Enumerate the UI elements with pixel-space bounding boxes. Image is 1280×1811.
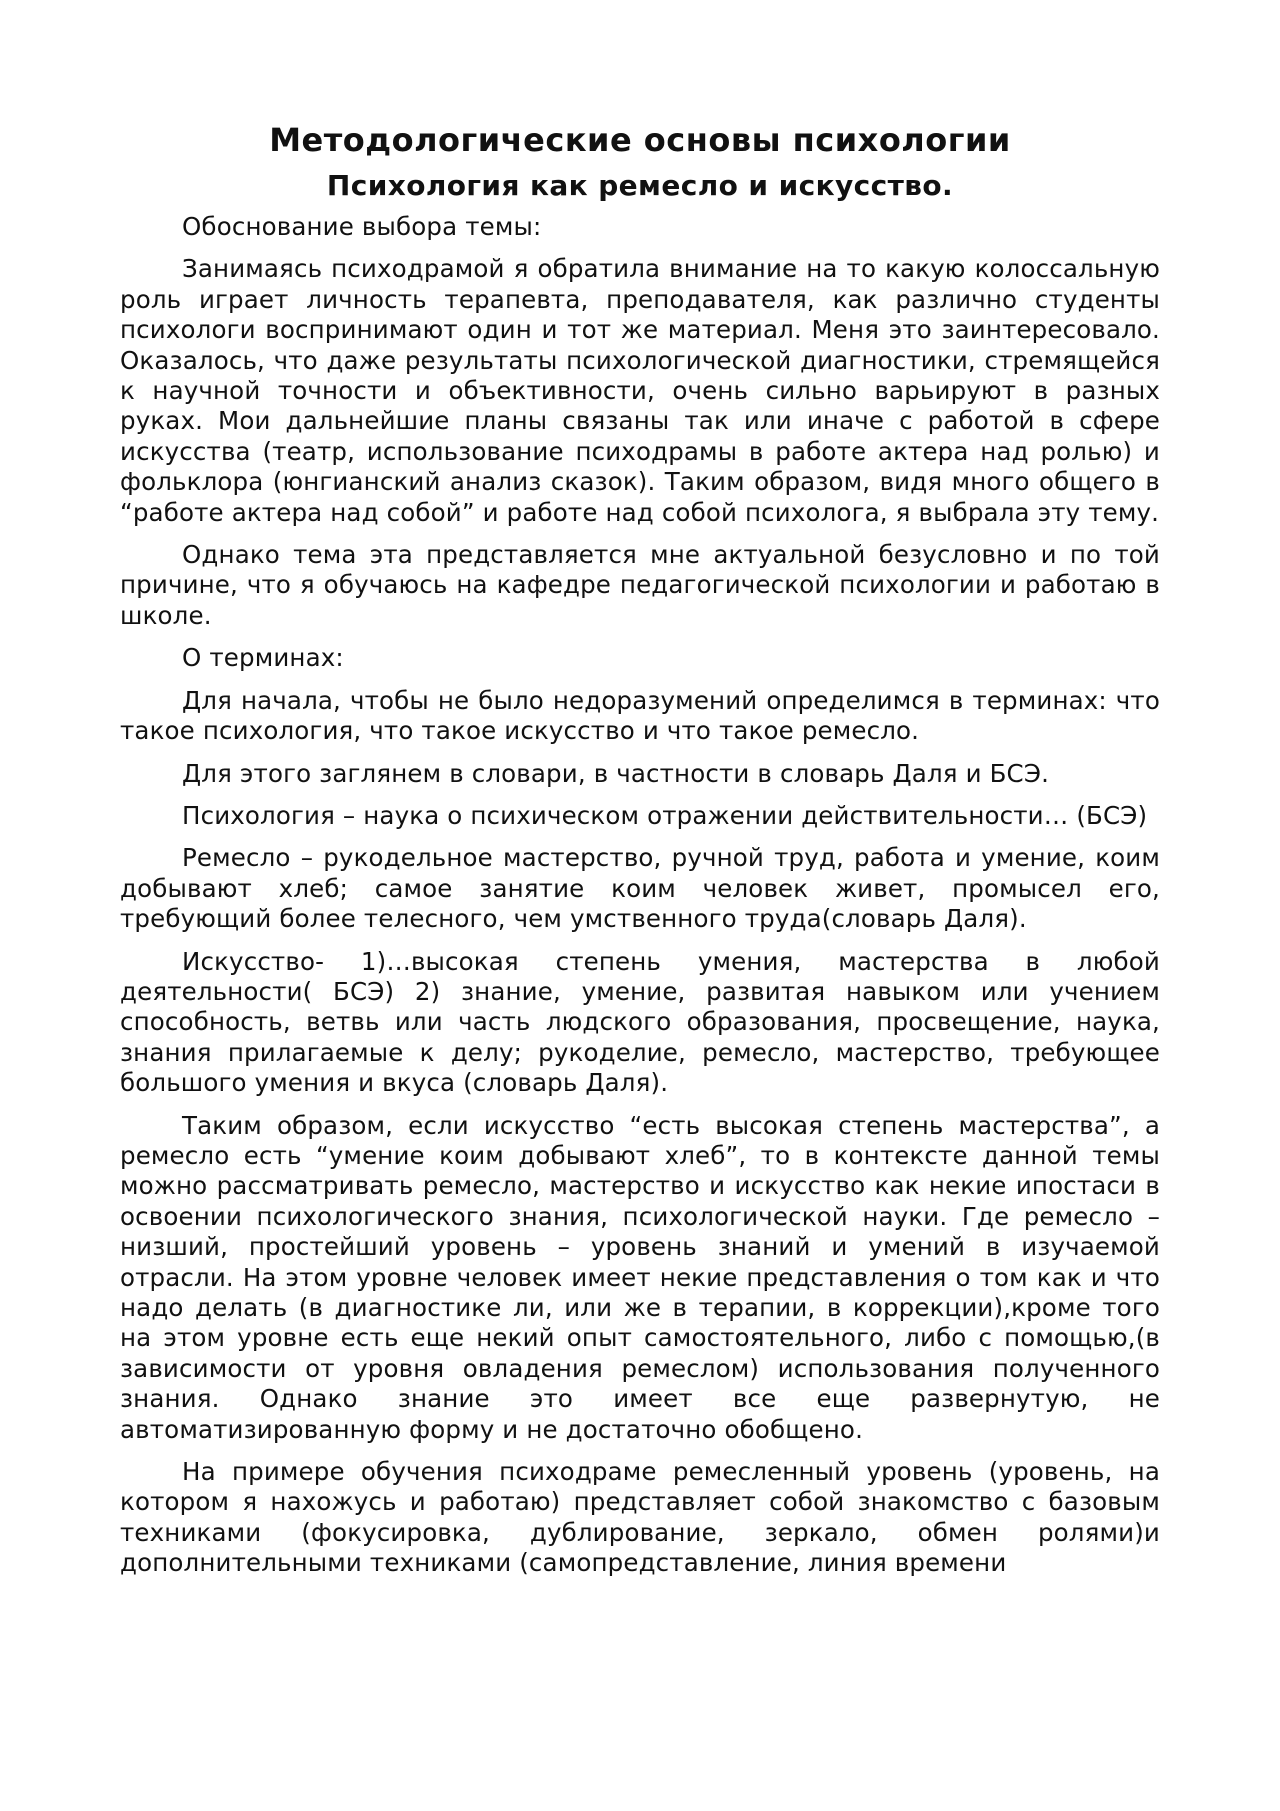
paragraph-topic-relevance: Однако тема эта представляется мне актуальной безусловно и по той причине, что я обучаюсь на кафедре педагогической психологии и работаю в школе. — [120, 540, 1160, 630]
paragraph-psychodrama-example: На примере обучения психодраме ремесленный уровень (уровень, на котором я нахожусь и работаю) представляет собой знакомство с базовым техниками (фокусировка, дублирование, зеркало, обмен ролями)и дополнительными техниками (самопредставление, линия времени — [120, 1457, 1160, 1578]
paragraph-definition-craft: Ремесло – рукодельное мастерство, ручной труд, работа и умение, коим добывают хлеб; самое занятие коим человек живет, промысел его, требующий более телесного, чем умственного труда(словарь Даля). — [120, 843, 1160, 934]
paragraph-topic-reason: Занимаясь психодрамой я обратила внимание на то какую колоссальную роль играет личность терапевта, преподавателя, как различно студенты психологи воспринимают один и тот же материал. Меня это заинтересовало. Оказалось, что даже результаты психологической диагностики, стремящейся к научной точности и объективности, очень сильно варьируют в разных руках. Мои дальнейшие планы связаны так или иначе с работой в сфере искусства (театр, использование психодрамы в работе актера над ролью) и фольклора (юнгианский анализ сказок). Таким образом, видя много общего в “работе актера над собой” и работе над собой психолога, я выбрала эту тему. — [120, 254, 1160, 527]
document-page — [120, 118, 1160, 1579]
paragraph-terms-intro: Для начала, чтобы не было недоразумений определимся в терминах: что такое психология, что такое искусство и что такое ремесло. — [120, 685, 1160, 746]
paragraph-definition-art: Искусство- 1)…высокая степень умения, мастерства в любой деятельности( БСЭ) 2) знание, умение, развитая навыком или учением способность, ветвь или часть людского образования, просвещение, наука, знания прилагаемые к делу; рукоделие, ремесло, мастерство, требующее большого умения и вкуса (словарь Даля). — [120, 946, 1160, 1098]
paragraph-terms-heading: О терминах: — [182, 643, 344, 673]
paragraph-topic-heading: Обоснование выбора темы: — [182, 212, 542, 241]
document-title: Методологические основы психологии — [269, 121, 1011, 159]
document-subtitle: Психология как ремесло и искусство. — [326, 169, 954, 202]
paragraph-definition-psychology: Психология – наука о психическом отражении действительности… (БСЭ) — [182, 800, 1148, 830]
paragraph-dictionaries: Для этого заглянем в словари, в частности в словарь Даля и БСЭ. — [182, 758, 1050, 788]
paragraph-conclusion: Таким образом, если искусство “есть высокая степень мастерства”, а ремесло есть “умение коим добывают хлеб”, то в контексте данной темы можно рассматривать ремесло, мастерство и искусство как некие ипостаси в освоении психологического знания, психологической науки. Где ремесло – низший, простейший уровень – уровень знаний и умений в изучаемой отрасли. На этом уровне человек имеет некие представления о том как и что надо делать (в диагностике ли, или же в терапии, в коррекции),кроме того на этом уровне есть еще некий опыт самостоятельного, либо с помощью,(в зависимости от уровня овладения ремеслом) использования полученного знания. Однако знание это имеет все еще развернутую, не автоматизированную форму и не достаточно обобщено. — [120, 1110, 1160, 1444]
